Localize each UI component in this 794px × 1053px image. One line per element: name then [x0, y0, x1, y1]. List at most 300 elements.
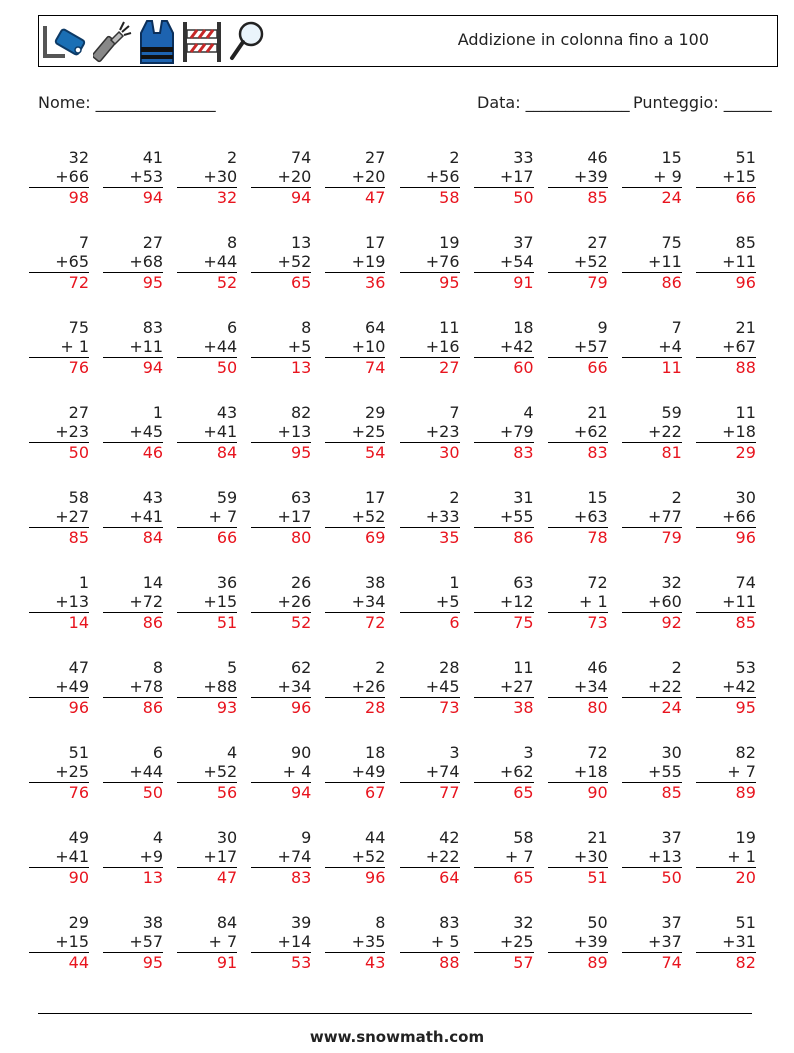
addend-top: 28	[439, 658, 460, 677]
sum-answer: 85	[622, 782, 682, 802]
addend-bottom: +60	[648, 592, 682, 611]
sum-answer: 91	[177, 952, 237, 972]
sum-answer: 91	[474, 272, 534, 292]
sum-answer: 43	[325, 952, 385, 972]
addition-problem	[548, 318, 608, 377]
sum-answer: 86	[103, 612, 163, 632]
addition-problem	[325, 658, 385, 717]
sum-answer: 96	[696, 272, 756, 292]
addition-problem	[251, 743, 311, 802]
addition-problem	[474, 148, 534, 207]
sum-answer: 94	[251, 187, 311, 207]
addition-problem	[400, 233, 460, 292]
addition-problem	[622, 913, 682, 972]
addition-problem	[177, 318, 237, 377]
addend-bottom: +77	[648, 507, 682, 526]
addend-top: 53	[735, 658, 756, 677]
addend-top: 33	[513, 148, 534, 167]
sum-answer: 92	[622, 612, 682, 632]
addend-bottom: +72	[129, 592, 164, 611]
sum-answer: 24	[622, 697, 682, 717]
addend-bottom: +68	[129, 252, 164, 271]
addend-top: 1	[152, 403, 164, 422]
sum-answer: 69	[325, 527, 385, 547]
addend-bottom: + 1	[60, 337, 89, 356]
addition-problem	[622, 658, 682, 717]
addition-problem	[622, 743, 682, 802]
addend-bottom: + 1	[579, 592, 608, 611]
addend-top: 32	[513, 913, 534, 932]
addend-bottom: +34	[573, 677, 608, 696]
addition-problem	[400, 743, 460, 802]
addition-problem	[103, 658, 163, 717]
addend-top: 13	[290, 233, 312, 252]
sum-answer: 82	[696, 952, 756, 972]
addend-bottom: +22	[648, 677, 682, 696]
sum-answer: 51	[177, 612, 237, 632]
addend-bottom: +17	[203, 847, 238, 866]
addend-bottom: +27	[499, 677, 534, 696]
sum-answer: 85	[548, 187, 608, 207]
addition-problem	[622, 828, 682, 887]
addend-top: 15	[661, 148, 682, 167]
sum-answer: 89	[548, 952, 608, 972]
sum-answer: 65	[474, 867, 534, 887]
addend-bottom: +57	[573, 337, 608, 356]
sum-answer: 56	[177, 782, 237, 802]
addend-top: 17	[365, 488, 386, 507]
sum-answer: 51	[548, 867, 608, 887]
addition-problem	[400, 318, 460, 377]
addend-bottom: +41	[55, 847, 89, 866]
addition-problem	[325, 148, 385, 207]
addend-top: 2	[449, 148, 460, 167]
addend-top: 21	[735, 318, 756, 337]
addend-bottom: +41	[203, 422, 238, 441]
addend-top: 11	[513, 658, 534, 677]
addition-problem	[548, 488, 608, 547]
addend-bottom: +52	[203, 762, 238, 781]
addend-top: 47	[68, 658, 89, 677]
sum-answer: 38	[474, 697, 534, 717]
sum-answer: 27	[400, 357, 460, 377]
addition-problem	[177, 488, 237, 547]
addend-bottom: + 9	[653, 167, 682, 186]
addend-bottom: +55	[499, 507, 534, 526]
addend-top: 50	[587, 913, 608, 932]
addend-top: 46	[587, 658, 608, 677]
addition-problem	[622, 233, 682, 292]
addend-bottom: +79	[499, 422, 534, 441]
addition-problem	[103, 743, 163, 802]
addend-bottom: +39	[573, 167, 608, 186]
addition-problem	[251, 828, 311, 887]
addition-problem	[400, 403, 460, 462]
addition-problem	[29, 233, 89, 292]
addition-problem	[548, 658, 608, 717]
addend-top: 42	[439, 828, 460, 847]
addend-top: 59	[661, 403, 682, 422]
addend-top: 51	[68, 743, 89, 762]
addend-bottom: +16	[425, 337, 460, 356]
addition-problem	[325, 318, 385, 377]
addition-problem	[474, 488, 534, 547]
sum-answer: 24	[622, 187, 682, 207]
addend-top: 2	[375, 658, 386, 677]
sum-answer: 72	[325, 612, 385, 632]
addend-top: 4	[152, 828, 164, 847]
sum-answer: 74	[325, 357, 385, 377]
addition-problem	[103, 403, 163, 462]
addition-problem	[251, 403, 311, 462]
addition-problem	[251, 658, 311, 717]
sum-answer: 73	[548, 612, 608, 632]
addition-problem	[696, 488, 756, 547]
addend-top: 18	[513, 318, 534, 337]
addition-problem	[177, 573, 237, 632]
addend-bottom: +76	[425, 252, 460, 271]
addend-bottom: +18	[722, 422, 756, 441]
addend-bottom: +11	[129, 337, 164, 356]
sum-answer: 89	[696, 782, 756, 802]
sum-answer: 64	[400, 867, 460, 887]
addend-bottom: +25	[351, 422, 386, 441]
addend-bottom: + 4	[282, 762, 312, 781]
sum-answer: 35	[400, 527, 460, 547]
sum-answer: 95	[251, 442, 311, 462]
sum-answer: 32	[177, 187, 237, 207]
addition-problem	[400, 658, 460, 717]
addend-top: 19	[439, 233, 460, 252]
addend-bottom: +13	[648, 847, 682, 866]
sum-answer: 95	[696, 697, 756, 717]
addend-top: 9	[597, 318, 608, 337]
sum-answer: 50	[29, 442, 89, 462]
addend-bottom: +57	[129, 932, 164, 951]
addend-bottom: +34	[351, 592, 386, 611]
addition-problem	[251, 148, 311, 207]
addition-problem	[474, 573, 534, 632]
sum-answer: 67	[325, 782, 385, 802]
addition-problem	[622, 318, 682, 377]
addend-top: 82	[290, 403, 312, 422]
addend-top: 19	[735, 828, 756, 847]
addend-top: 63	[290, 488, 312, 507]
addition-problem	[177, 148, 237, 207]
addend-bottom: +14	[277, 932, 312, 951]
addend-top: 58	[68, 488, 89, 507]
addition-problem	[29, 318, 89, 377]
addition-problem	[400, 828, 460, 887]
addition-problem	[622, 573, 682, 632]
addend-top: 17	[365, 233, 386, 252]
addend-top: 29	[68, 913, 89, 932]
addend-bottom: +26	[277, 592, 312, 611]
addend-bottom: +63	[573, 507, 608, 526]
sum-answer: 95	[103, 952, 163, 972]
addend-top: 51	[735, 148, 756, 167]
sum-answer: 76	[29, 782, 89, 802]
sum-answer: 88	[400, 952, 460, 972]
addition-problem	[29, 743, 89, 802]
addend-bottom: +25	[55, 762, 89, 781]
addition-problem	[325, 743, 385, 802]
addend-bottom: +37	[648, 932, 682, 951]
addition-problem	[29, 488, 89, 547]
addend-bottom: +26	[351, 677, 386, 696]
addend-top: 14	[142, 573, 164, 592]
sum-answer: 83	[474, 442, 534, 462]
addend-top: 72	[587, 743, 608, 762]
addend-bottom: +74	[277, 847, 312, 866]
sum-answer: 13	[103, 867, 163, 887]
addend-bottom: + 7	[727, 762, 756, 781]
addend-top: 75	[68, 318, 89, 337]
addition-problem	[474, 743, 534, 802]
sum-answer: 96	[251, 697, 311, 717]
addend-top: 3	[449, 743, 460, 762]
addend-top: 27	[68, 403, 89, 422]
addition-problem	[29, 403, 89, 462]
sum-answer: 72	[29, 272, 89, 292]
sum-answer: 83	[548, 442, 608, 462]
addend-top: 41	[142, 148, 164, 167]
addition-problem	[696, 743, 756, 802]
sum-answer: 66	[177, 527, 237, 547]
addend-top: 84	[216, 913, 238, 932]
addend-bottom: +41	[129, 507, 164, 526]
addend-bottom: +23	[425, 422, 460, 441]
addition-problem	[29, 658, 89, 717]
addend-top: 82	[735, 743, 756, 762]
addend-top: 83	[439, 913, 460, 932]
sum-answer: 65	[474, 782, 534, 802]
sum-answer: 98	[29, 187, 89, 207]
addend-bottom: +5	[435, 592, 460, 611]
addition-problem	[400, 913, 460, 972]
sum-answer: 84	[177, 442, 237, 462]
addend-bottom: +23	[55, 422, 89, 441]
addition-problem	[103, 148, 163, 207]
addend-bottom: +52	[351, 847, 386, 866]
addend-bottom: +66	[722, 507, 756, 526]
addend-top: 37	[513, 233, 534, 252]
addend-top: 38	[365, 573, 386, 592]
addend-top: 29	[365, 403, 386, 422]
addend-bottom: +49	[351, 762, 386, 781]
addend-bottom: + 7	[504, 847, 534, 866]
footer-divider	[38, 1013, 752, 1014]
sum-answer: 86	[622, 272, 682, 292]
sum-answer: 94	[103, 187, 163, 207]
addend-top: 5	[227, 658, 238, 677]
addend-bottom: +20	[277, 167, 312, 186]
addition-problem	[103, 913, 163, 972]
addition-problem	[548, 403, 608, 462]
addend-top: 11	[439, 318, 460, 337]
addend-top: 58	[513, 828, 534, 847]
addend-bottom: +39	[573, 932, 608, 951]
addend-bottom: +62	[573, 422, 608, 441]
addend-bottom: +56	[425, 167, 460, 186]
addend-top: 51	[735, 913, 756, 932]
sum-answer: 13	[251, 357, 311, 377]
addend-bottom: +17	[499, 167, 534, 186]
addend-top: 1	[449, 573, 460, 592]
addend-top: 2	[227, 148, 238, 167]
addend-top: 36	[216, 573, 238, 592]
addition-problem	[696, 913, 756, 972]
addition-problem	[251, 318, 311, 377]
sum-answer: 78	[548, 527, 608, 547]
addend-bottom: +45	[425, 677, 460, 696]
addend-top: 75	[661, 233, 682, 252]
addend-bottom: +44	[203, 337, 238, 356]
addend-top: 7	[78, 233, 89, 252]
addition-problem	[251, 913, 311, 972]
addend-top: 27	[142, 233, 164, 252]
addition-problem	[622, 148, 682, 207]
addition-problem	[177, 828, 237, 887]
addition-problem	[177, 658, 237, 717]
sum-answer: 52	[251, 612, 311, 632]
addend-top: 59	[216, 488, 238, 507]
addend-bottom: +34	[277, 677, 312, 696]
sum-answer: 94	[103, 357, 163, 377]
sum-answer: 86	[103, 697, 163, 717]
sum-answer: 58	[400, 187, 460, 207]
sum-answer: 60	[474, 357, 534, 377]
addend-top: 90	[290, 743, 312, 762]
addend-bottom: +17	[277, 507, 312, 526]
addend-bottom: +22	[648, 422, 682, 441]
addend-top: 7	[449, 403, 460, 422]
addend-bottom: +65	[55, 252, 89, 271]
addend-bottom: +44	[129, 762, 164, 781]
addition-problem	[622, 403, 682, 462]
sum-answer: 52	[177, 272, 237, 292]
sum-answer: 85	[696, 612, 756, 632]
addend-top: 44	[365, 828, 386, 847]
addend-top: 11	[735, 403, 756, 422]
sum-answer: 44	[29, 952, 89, 972]
addend-top: 7	[671, 318, 682, 337]
addend-bottom: +55	[648, 762, 682, 781]
addend-bottom: +42	[499, 337, 534, 356]
addend-bottom: +44	[203, 252, 238, 271]
addition-problem	[325, 403, 385, 462]
addition-problem	[103, 573, 163, 632]
addend-bottom: +13	[55, 592, 89, 611]
sum-answer: 20	[696, 867, 756, 887]
addition-problem	[548, 828, 608, 887]
addend-bottom: +15	[55, 932, 89, 951]
sum-answer: 96	[325, 867, 385, 887]
addition-problem	[696, 828, 756, 887]
addition-problem	[325, 913, 385, 972]
addend-bottom: +31	[722, 932, 756, 951]
addend-top: 30	[661, 743, 682, 762]
addend-top: 43	[216, 403, 238, 422]
addition-problem	[103, 488, 163, 547]
sum-answer: 83	[251, 867, 311, 887]
sum-answer: 88	[696, 357, 756, 377]
sum-answer: 28	[325, 697, 385, 717]
addend-bottom: +45	[129, 422, 164, 441]
sum-answer: 79	[548, 272, 608, 292]
addition-problem	[177, 403, 237, 462]
addend-bottom: +10	[351, 337, 386, 356]
sum-answer: 30	[400, 442, 460, 462]
addend-bottom: +54	[499, 252, 534, 271]
addition-problem	[325, 828, 385, 887]
addend-top: 32	[661, 573, 682, 592]
addition-problem	[29, 573, 89, 632]
addend-top: 21	[587, 403, 608, 422]
sum-answer: 80	[548, 697, 608, 717]
addend-bottom: +52	[277, 252, 312, 271]
addition-problem	[474, 403, 534, 462]
addend-top: 49	[68, 828, 89, 847]
sum-answer: 36	[325, 272, 385, 292]
addition-problem	[103, 233, 163, 292]
sum-answer: 90	[29, 867, 89, 887]
addend-top: 38	[142, 913, 164, 932]
addition-problem	[29, 913, 89, 972]
addend-bottom: +30	[573, 847, 608, 866]
addition-problem	[177, 743, 237, 802]
addend-top: 21	[587, 828, 608, 847]
addend-top: 15	[587, 488, 608, 507]
addend-bottom: +35	[351, 932, 386, 951]
addend-top: 85	[735, 233, 756, 252]
sum-answer: 66	[548, 357, 608, 377]
addend-top: 63	[513, 573, 534, 592]
addend-bottom: +30	[203, 167, 238, 186]
addition-problem	[325, 573, 385, 632]
score-field: Punteggio: ______	[633, 93, 772, 112]
addition-problem	[474, 233, 534, 292]
sum-answer: 46	[103, 442, 163, 462]
addition-problem	[696, 403, 756, 462]
addend-top: 2	[671, 658, 682, 677]
addition-problem	[474, 913, 534, 972]
sum-answer: 57	[474, 952, 534, 972]
addend-bottom: +18	[573, 762, 608, 781]
addition-problem	[400, 148, 460, 207]
addition-problem	[474, 318, 534, 377]
addend-bottom: +33	[425, 507, 460, 526]
addition-problem	[548, 573, 608, 632]
addition-problem	[29, 148, 89, 207]
addend-bottom: +5	[287, 337, 312, 356]
addition-problem	[474, 828, 534, 887]
addend-top: 72	[587, 573, 608, 592]
addend-top: 39	[290, 913, 312, 932]
addend-bottom: +52	[573, 252, 608, 271]
sum-answer: 95	[103, 272, 163, 292]
addend-top: 74	[290, 148, 312, 167]
sum-answer: 66	[696, 187, 756, 207]
sum-answer: 50	[622, 867, 682, 887]
addition-problem	[400, 488, 460, 547]
addend-top: 74	[735, 573, 756, 592]
addend-top: 64	[365, 318, 386, 337]
addend-top: 46	[587, 148, 608, 167]
addend-top: 37	[661, 913, 682, 932]
sum-answer: 93	[177, 697, 237, 717]
addend-top: 4	[523, 403, 534, 422]
